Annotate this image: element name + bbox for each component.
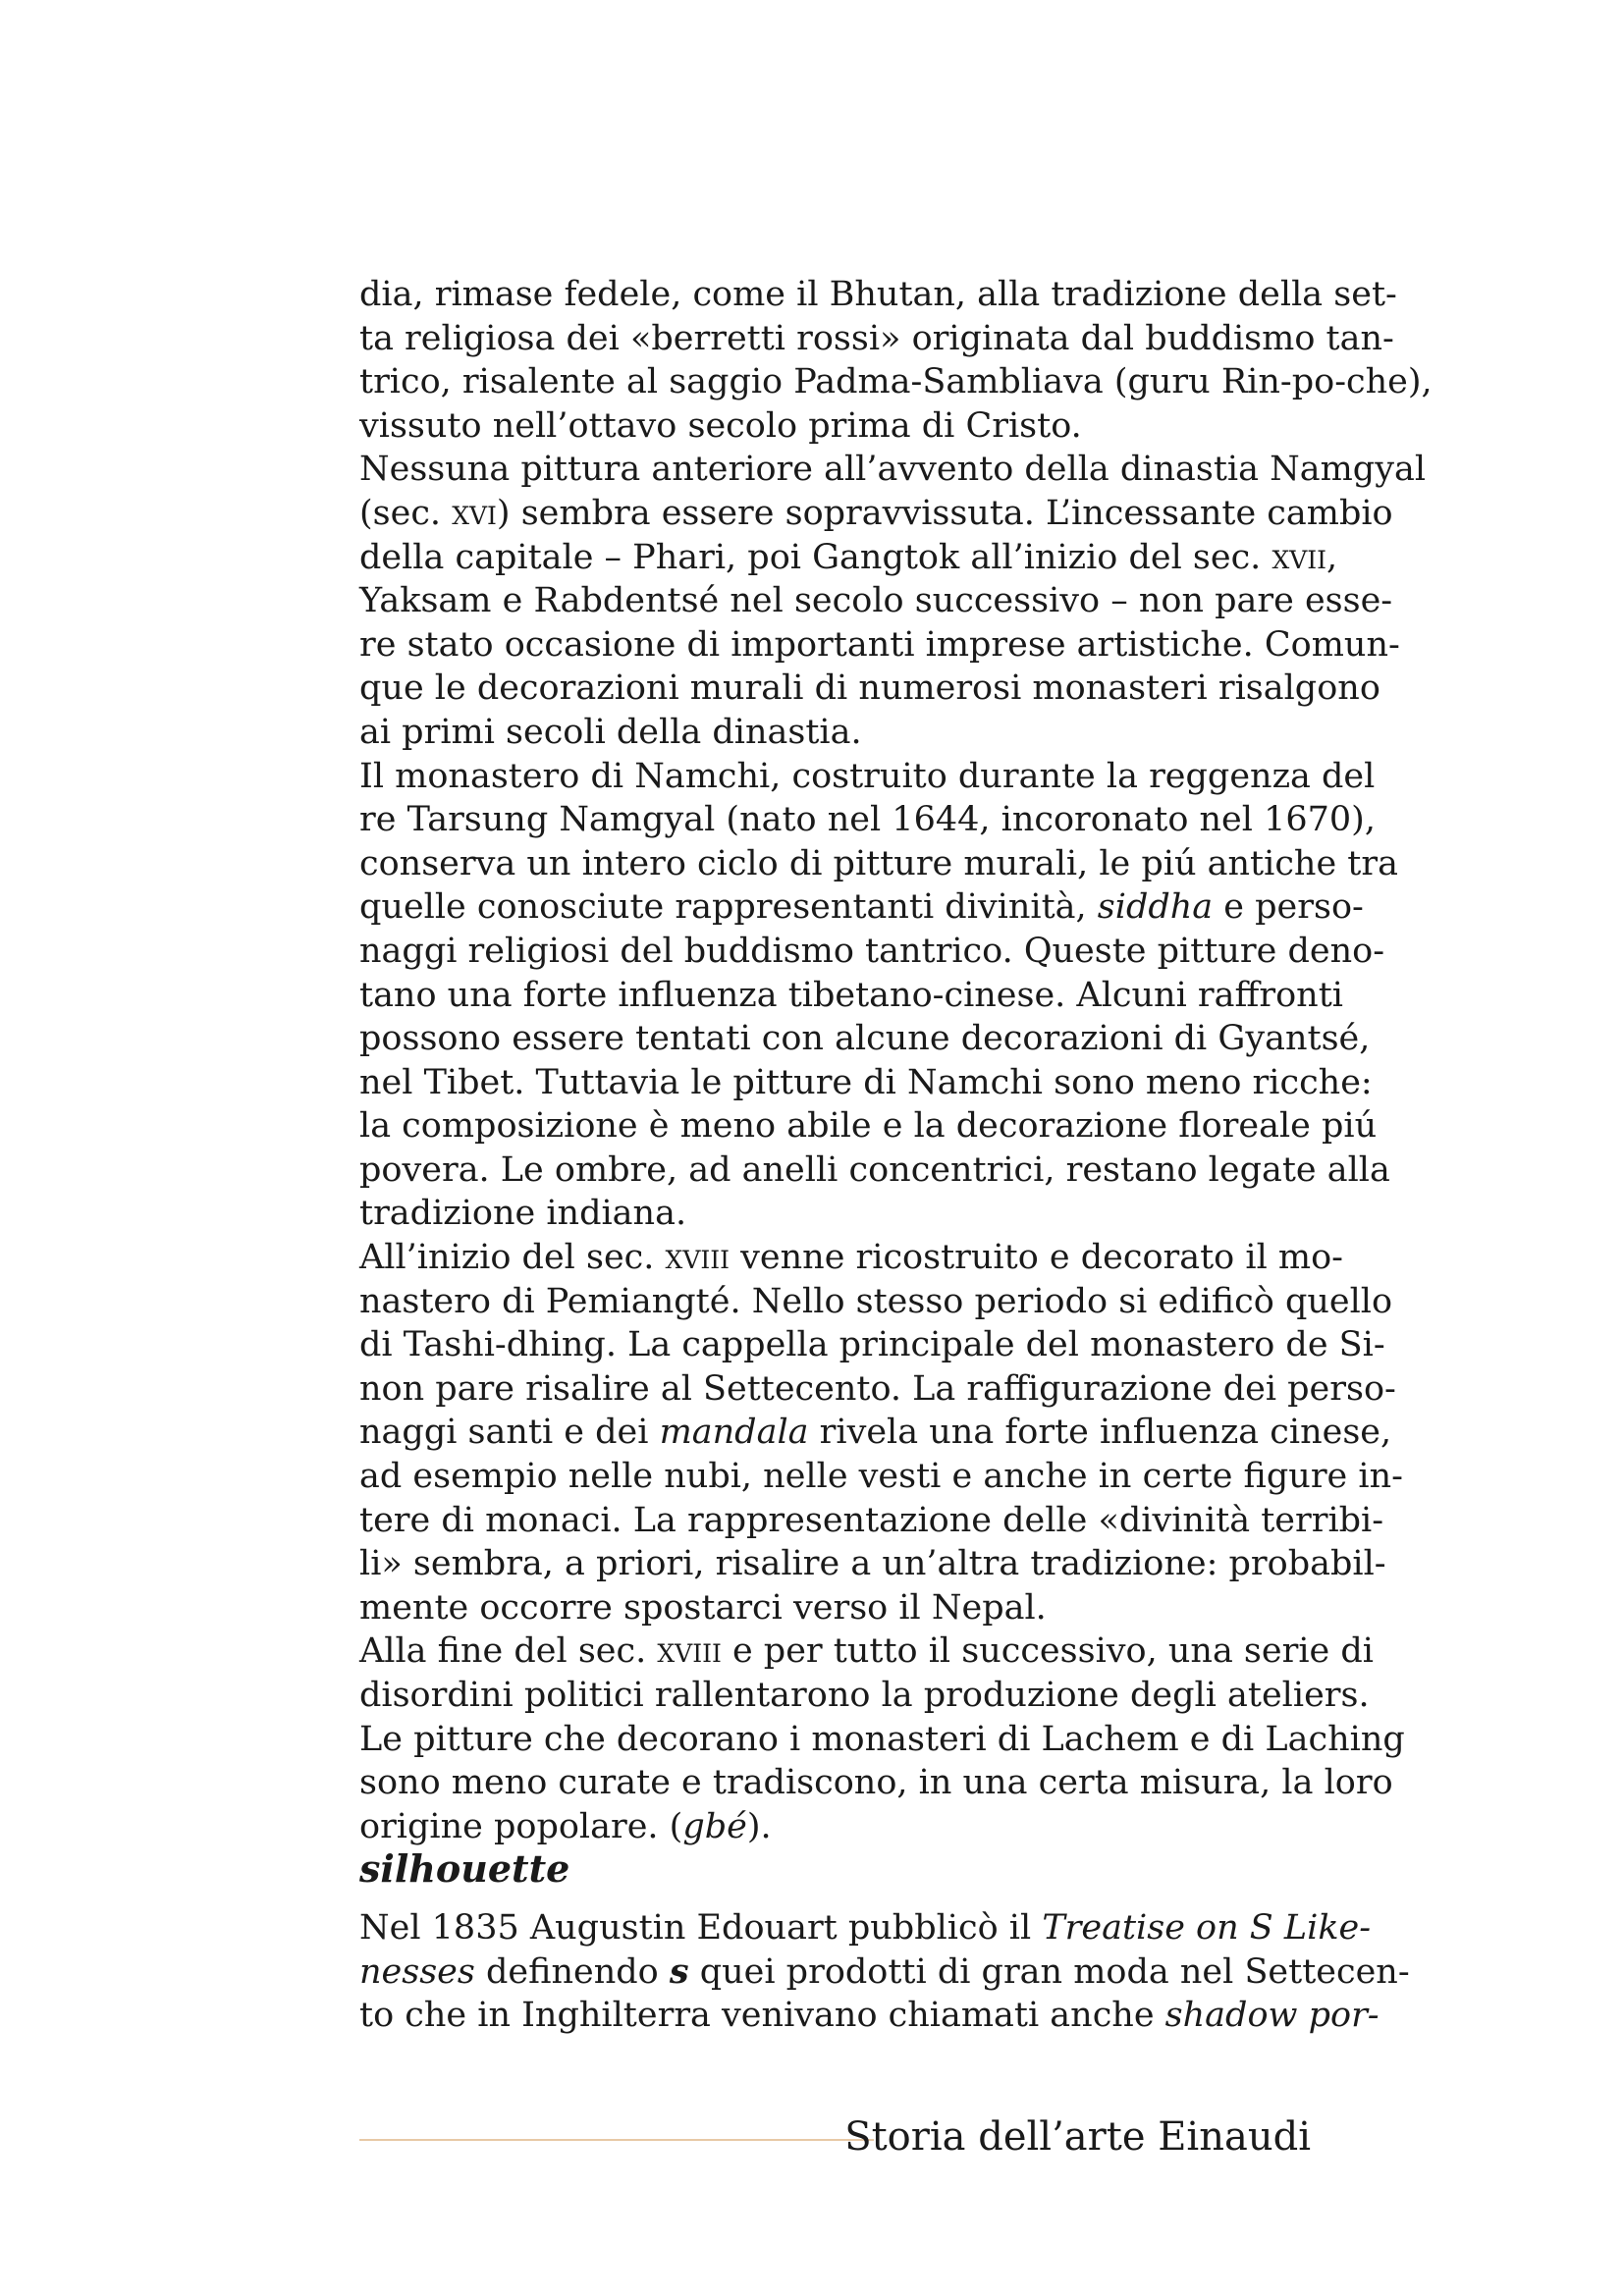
text-line xyxy=(359,273,1397,317)
italic-term: gbé xyxy=(682,1806,747,1846)
text-run: tradizione indiana. xyxy=(359,1194,687,1234)
text-run: quei prodotti di gran moda nel Settecen- xyxy=(688,1951,1410,1992)
text-line xyxy=(359,667,1380,711)
footer-publisher: Storia dell’arte Einaudi xyxy=(844,2114,1311,2160)
text-run: (sec. xyxy=(359,493,453,533)
text-line xyxy=(359,1761,1393,1805)
text-line xyxy=(359,1192,1310,1236)
text-line xyxy=(359,1950,1410,1995)
text-run: non pare risalire al Settecento. La raffigurazione dei perso- xyxy=(359,1368,1396,1409)
italic-term: shadow por- xyxy=(1164,1996,1380,2036)
text-run: Il monastero di Namchi, costruito durante la reggenza del xyxy=(359,756,1376,796)
italic-term: mandala xyxy=(659,1413,809,1453)
text-line xyxy=(359,1323,1385,1367)
text-run: la composizione è meno abile e la decorazione floreale piú xyxy=(359,1106,1378,1147)
text-line xyxy=(359,1017,1371,1061)
text-run: nel Tibet. Tuttavia le pitture di Namchi sono meno ricche: xyxy=(359,1062,1373,1102)
text-run: disordini politici rallentarono la produzione degli ateliers. xyxy=(359,1676,1370,1715)
text-line xyxy=(359,1718,1405,1762)
text-run: nastero di Pemiangté. Nello stesso periodo si edificò quello xyxy=(359,1281,1393,1321)
text-line xyxy=(359,1805,1310,1849)
text-run: naggi santi e dei xyxy=(359,1413,660,1453)
text-run: ) sembra essere sopravvissuta. L’incessante cambio xyxy=(496,493,1393,533)
text-line xyxy=(359,1236,1343,1280)
century-numeral: xvi xyxy=(452,493,497,533)
text-line xyxy=(359,798,1376,842)
century-numeral: xviii xyxy=(657,1631,722,1672)
text-run: Nessuna pittura anteriore all’avvento della dinastia Namgyal xyxy=(359,450,1427,490)
entry-title: silhouette xyxy=(359,1846,570,1891)
text-run: Alla fine del sec. xyxy=(359,1631,658,1672)
text-run: ad esempio nelle nubi, nelle vesti e anche in certe figure in- xyxy=(359,1457,1403,1497)
text-run: trico, risalente al saggio Padma-Sambliava (guru Rin-po-che), xyxy=(359,362,1433,402)
text-run: mente occorre spostarci verso il Nepal. xyxy=(359,1587,1047,1628)
text-run: tere di monaci. La rappresentazione delle «divinità terribi- xyxy=(359,1500,1384,1540)
text-run: e per tutto il successivo, una serie di xyxy=(721,1631,1374,1672)
century-numeral: xvii xyxy=(1271,537,1327,577)
century-numeral: xviii xyxy=(665,1238,730,1278)
text-run: Le pitture che decorano i monasteri di Lachem e di Laching xyxy=(359,1719,1405,1759)
text-line xyxy=(359,317,1394,361)
text-run: della capitale – Phari, poi Gangtok all’inizio del sec. xyxy=(359,537,1272,577)
text-run: tano una forte influenza tibetano-cinese. Alcuni raffronti xyxy=(359,975,1343,1015)
text-run: Nel 1835 Augustin Edouart pubblicò il xyxy=(359,1908,1043,1948)
text-run: re stato occasione di importanti imprese artistiche. Comun- xyxy=(359,624,1400,665)
text-run: rivela una forte influenza cinese, xyxy=(808,1413,1392,1453)
text-run: ). xyxy=(746,1806,772,1846)
entry-text xyxy=(359,1906,1410,2038)
text-run: dia, rimase fedele, come il Bhutan, alla tradizione della set- xyxy=(359,275,1397,314)
text-run: ta religiosa dei «berretti rossi» originata dal buddismo tan- xyxy=(359,318,1394,358)
text-line xyxy=(359,536,1338,580)
text-line xyxy=(359,1061,1373,1105)
italic-term: siddha xyxy=(1097,887,1214,928)
text-run: origine popolare. ( xyxy=(359,1806,683,1846)
text-line xyxy=(359,1148,1390,1193)
text-run: naggi religiosi del buddismo tantrico. Queste pitture deno- xyxy=(359,931,1385,971)
italic-term: nesses xyxy=(359,1951,475,1992)
text-run: re Tarsung Namgyal (nato nel 1644, incoronato nel 1670), xyxy=(359,800,1376,840)
text-line xyxy=(359,1104,1378,1148)
text-run: povera. Le ombre, ad anelli concentrici, restano legate alla xyxy=(359,1149,1390,1190)
text-run: vissuto nell’ottavo secolo prima di Cristo. xyxy=(359,405,1082,446)
text-line xyxy=(359,1499,1384,1543)
text-run: li» sembra, a priori, risalire a un’altra tradizione: probabil- xyxy=(359,1544,1386,1584)
text-run: ai primi secoli della dinastia. xyxy=(359,712,862,752)
text-line xyxy=(359,885,1364,930)
text-line xyxy=(359,711,1310,755)
text-line xyxy=(359,1280,1393,1324)
text-line xyxy=(359,1906,1372,1950)
text-line xyxy=(359,930,1385,974)
italic-term: Treatise on S Like- xyxy=(1042,1908,1372,1948)
text-run: e perso- xyxy=(1213,887,1364,928)
text-line xyxy=(359,492,1393,536)
italic-term: s xyxy=(669,1950,689,1992)
text-run: que le decorazioni murali di numerosi monasteri risalgono xyxy=(359,668,1380,709)
text-run: , xyxy=(1326,537,1338,577)
text-run: Yaksam e Rabdentsé nel secolo successivo – non pare esse- xyxy=(359,581,1393,621)
text-line xyxy=(359,1629,1374,1674)
text-line xyxy=(359,974,1343,1018)
text-line xyxy=(359,1586,1310,1630)
text-line xyxy=(359,842,1398,886)
text-run: All’inizio del sec. xyxy=(359,1238,666,1278)
text-line xyxy=(359,448,1427,492)
text-line xyxy=(359,579,1393,623)
text-line xyxy=(359,1674,1370,1718)
text-run: conserva un intero ciclo di pitture murali, le piú antiche tra xyxy=(359,843,1398,883)
text-line xyxy=(359,1367,1396,1412)
text-line xyxy=(359,360,1433,404)
text-run: to che in Inghilterra venivano chiamati anche xyxy=(359,1996,1165,2036)
text-run: possono essere tentati con alcune decorazioni di Gyantsé, xyxy=(359,1019,1371,1059)
text-line xyxy=(359,404,1310,449)
text-run: di Tashi-dhing. La cappella principale del monastero de Si- xyxy=(359,1325,1385,1365)
main-text xyxy=(359,273,1433,1848)
text-line xyxy=(359,623,1400,667)
text-line xyxy=(359,1994,1380,2038)
text-run: sono meno curate e tradiscono, in una certa misura, la loro xyxy=(359,1763,1393,1803)
text-line xyxy=(359,1542,1386,1586)
text-run: quelle conosciute rappresentanti divinità, xyxy=(359,887,1098,928)
text-run: venne ricostruito e decorato il mo- xyxy=(730,1238,1343,1278)
footer-rule xyxy=(359,2139,874,2141)
text-line xyxy=(359,755,1376,799)
text-run: definendo xyxy=(474,1951,670,1992)
text-line xyxy=(359,1411,1392,1455)
text-line xyxy=(359,1455,1403,1499)
